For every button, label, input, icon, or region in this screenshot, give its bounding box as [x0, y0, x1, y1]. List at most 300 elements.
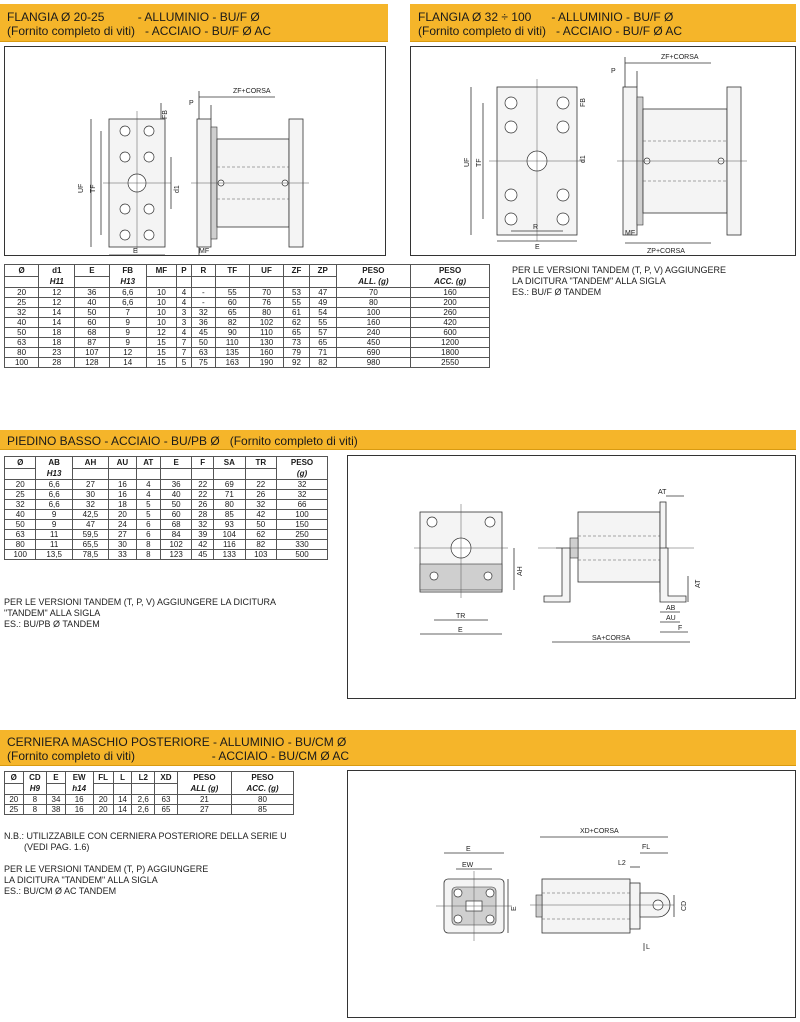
- table-row: [5, 805, 294, 815]
- svg-text:L2: L2: [618, 860, 626, 867]
- table-cell: 63: [5, 338, 39, 348]
- table-cell: 24: [109, 520, 137, 530]
- table-cell: 1200: [411, 338, 490, 348]
- tandem-note-flangia: PER LE VERSIONI TANDEM (T, P, V) AGGIUNGERE LA DICITURA "TANDEM" ALLA SIGLA ES.: BU/F Ø TANDEM: [512, 265, 727, 297]
- table-cell: 62: [284, 318, 310, 328]
- table-cell: 71: [309, 348, 336, 358]
- table-cell: 4: [176, 328, 191, 338]
- table-cell: 65: [284, 328, 310, 338]
- table-cell: 16: [65, 795, 93, 805]
- column-header: E: [160, 457, 191, 469]
- svg-text:AU: AU: [666, 615, 676, 622]
- svg-text:MF: MF: [625, 230, 636, 237]
- column-header: Ø: [5, 457, 36, 469]
- svg-text:MF: MF: [199, 248, 210, 255]
- table-cell: 18: [109, 500, 137, 510]
- table-cell: 420: [411, 318, 490, 328]
- table-cell: 26: [192, 500, 214, 510]
- column-subheader: [5, 784, 24, 795]
- table-cell: 100: [5, 550, 36, 560]
- table-cell: 87: [75, 338, 109, 348]
- table-row: [5, 298, 490, 308]
- table-cell: 40: [160, 490, 191, 500]
- svg-text:TF: TF: [90, 184, 97, 193]
- column-subheader: ALL. (g): [336, 277, 410, 288]
- column-header: E: [47, 772, 66, 784]
- table-cell: 27: [72, 480, 108, 490]
- table-row: [5, 490, 328, 500]
- table-cell: 32: [5, 308, 39, 318]
- table-cell: 10: [146, 288, 176, 298]
- table-cell: 50: [245, 520, 276, 530]
- svg-text:FB: FB: [580, 98, 587, 107]
- table-cell: 50: [5, 520, 36, 530]
- table-cell: 16: [109, 490, 137, 500]
- column-subheader: [146, 277, 176, 288]
- table-cell: 1800: [411, 348, 490, 358]
- table-cell: 4: [136, 480, 160, 490]
- table-cell: 54: [309, 308, 336, 318]
- table-cell: 110: [215, 338, 249, 348]
- technical-drawing: [5, 47, 385, 255]
- table-cell: 76: [249, 298, 283, 308]
- svg-text:AH: AH: [517, 566, 524, 576]
- svg-text:E: E: [466, 846, 471, 853]
- table-cell: 65: [215, 308, 249, 318]
- table-cell: 7: [176, 338, 191, 348]
- table-cell: 42: [192, 540, 214, 550]
- table-body: [5, 288, 490, 368]
- drawing-cerniera-maschio: [347, 770, 796, 1018]
- table-cell: 47: [72, 520, 108, 530]
- table-cell: 18: [39, 338, 75, 348]
- section-title-line2: (Fornito completo di viti) - ACCIAIO - BU/F Ø AC: [7, 24, 272, 38]
- table-cell: 15: [146, 348, 176, 358]
- table-body: [5, 795, 294, 815]
- column-header: TR: [245, 457, 276, 469]
- drawing-flangia-32-100: [410, 46, 796, 256]
- drawing-piedino-basso: [347, 455, 796, 699]
- column-header: ZP: [309, 265, 336, 277]
- table-row: [5, 550, 328, 560]
- table-cell: 150: [277, 520, 328, 530]
- table-cell: 135: [215, 348, 249, 358]
- table-cell: 36: [75, 288, 109, 298]
- table-row: [5, 318, 490, 328]
- svg-text:UF: UF: [464, 157, 471, 167]
- table-cell: 10: [146, 308, 176, 318]
- tandem-note-cerniera: PER LE VERSIONI TANDEM (T, P) AGGIUNGERE LA DICITURA "TANDEM" ALLA SIGLA ES.: BU/CM Ø AC TANDEM: [4, 864, 209, 896]
- flangia-dimensions-table: [4, 264, 490, 368]
- svg-text:ZF+CORSA: ZF+CORSA: [233, 88, 271, 95]
- table-cell: 36: [160, 480, 191, 490]
- svg-text:EW: EW: [462, 862, 474, 869]
- table-header-row: [5, 265, 490, 277]
- column-header: PESO: [411, 265, 490, 277]
- table-cell: 78,5: [72, 550, 108, 560]
- table-cell: 10: [146, 318, 176, 328]
- table-cell: 107: [75, 348, 109, 358]
- table-cell: 26: [245, 490, 276, 500]
- table-cell: 50: [75, 308, 109, 318]
- column-header: AT: [136, 457, 160, 469]
- column-subheader: [132, 784, 155, 795]
- table-cell: 62: [245, 530, 276, 540]
- column-subheader: [192, 469, 214, 480]
- table-row: [5, 288, 490, 298]
- table-cell: 70: [336, 288, 410, 298]
- table-cell: 80: [214, 500, 245, 510]
- table-row: [5, 500, 328, 510]
- column-header: XD: [155, 772, 178, 784]
- table-cell: 60: [215, 298, 249, 308]
- cerniera-dimensions-table: [4, 771, 294, 815]
- svg-text:AT: AT: [658, 489, 667, 496]
- column-subheader: [47, 784, 66, 795]
- table-cell: 2550: [411, 358, 490, 368]
- column-header: AH: [72, 457, 108, 469]
- svg-text:F: F: [678, 625, 683, 632]
- table-cell: 14: [39, 308, 75, 318]
- table-cell: 20: [5, 288, 39, 298]
- table-cell: 500: [277, 550, 328, 560]
- table-cell: 60: [160, 510, 191, 520]
- section-title-line2: (Fornito completo di viti) - ACCIAIO - BU/CM Ø AC: [7, 749, 350, 763]
- svg-text:SA+CORSA: SA+CORSA: [592, 635, 631, 642]
- table-cell: 130: [249, 338, 283, 348]
- column-subheader: ACC. (g): [232, 784, 294, 795]
- table-cell: 42,5: [72, 510, 108, 520]
- column-subheader: H13: [109, 277, 146, 288]
- column-header: R: [192, 265, 216, 277]
- table-cell: 42: [245, 510, 276, 520]
- table-cell: 45: [192, 550, 214, 560]
- table-cell: 32: [245, 500, 276, 510]
- column-header: E: [75, 265, 109, 277]
- table-cell: 6,6: [109, 288, 146, 298]
- table-cell: 2,6: [132, 805, 155, 815]
- table-cell: 5: [176, 358, 191, 368]
- table-cell: 4: [176, 288, 191, 298]
- column-subheader: [160, 469, 191, 480]
- column-subheader: (g): [277, 469, 328, 480]
- table-cell: 40: [5, 510, 36, 520]
- column-subheader: [155, 784, 178, 795]
- table-cell: 20: [93, 795, 113, 805]
- svg-text:E: E: [535, 244, 540, 251]
- table-cell: 8: [136, 550, 160, 560]
- table-cell: 9: [36, 520, 72, 530]
- table-cell: 63: [192, 348, 216, 358]
- column-header: MF: [146, 265, 176, 277]
- column-subheader: [284, 277, 310, 288]
- table-cell: 3: [176, 308, 191, 318]
- column-subheader: [5, 277, 39, 288]
- table-cell: 63: [155, 795, 178, 805]
- svg-text:UF: UF: [78, 183, 85, 193]
- svg-text:L: L: [646, 944, 650, 951]
- column-subheader: ALL (g): [177, 784, 231, 795]
- table-cell: 36: [192, 318, 216, 328]
- table-cell: 80: [249, 308, 283, 318]
- svg-text:E: E: [458, 627, 463, 634]
- table-cell: 102: [160, 540, 191, 550]
- table-cell: 20: [93, 805, 113, 815]
- table-cell: 28: [192, 510, 214, 520]
- svg-text:CD: CD: [681, 900, 688, 911]
- table-header-row: [5, 772, 294, 784]
- column-header: PESO: [336, 265, 410, 277]
- table-cell: 32: [192, 520, 214, 530]
- table-row: [5, 328, 490, 338]
- table-cell: 160: [411, 288, 490, 298]
- column-header: FB: [109, 265, 146, 277]
- column-subheader: [214, 469, 245, 480]
- column-subheader: H9: [23, 784, 47, 795]
- table-cell: 163: [215, 358, 249, 368]
- table-row: [5, 338, 490, 348]
- table-cell: 47: [309, 288, 336, 298]
- table-cell: 260: [411, 308, 490, 318]
- table-cell: 32: [277, 490, 328, 500]
- table-cell: 55: [215, 288, 249, 298]
- table-cell: 22: [192, 490, 214, 500]
- section-title-line2: (Fornito completo di viti) - ACCIAIO - BU/F Ø AC: [418, 24, 683, 38]
- table-cell: 27: [177, 805, 231, 815]
- table-cell: 15: [146, 338, 176, 348]
- table-cell: 53: [284, 288, 310, 298]
- table-cell: 38: [47, 805, 66, 815]
- piedino-dimensions-table: [4, 456, 328, 560]
- table-cell: 2,6: [132, 795, 155, 805]
- table-cell: 25: [5, 805, 24, 815]
- table-cell: 6: [136, 530, 160, 540]
- table-row: [5, 308, 490, 318]
- table-cell: 33: [109, 550, 137, 560]
- table-cell: 15: [146, 358, 176, 368]
- table-cell: 23: [39, 348, 75, 358]
- column-header: F: [192, 457, 214, 469]
- svg-text:ZF+CORSA: ZF+CORSA: [661, 54, 699, 61]
- table-cell: 12: [109, 348, 146, 358]
- table-cell: 14: [113, 795, 132, 805]
- column-header: d1: [39, 265, 75, 277]
- table-cell: 16: [65, 805, 93, 815]
- column-header: P: [176, 265, 191, 277]
- section-title-line1: FLANGIA Ø 20-25 - ALLUMINIO - BU/F Ø: [7, 10, 260, 24]
- table-cell: 40: [5, 318, 39, 328]
- column-header: UF: [249, 265, 283, 277]
- svg-text:d1: d1: [174, 185, 181, 193]
- table-cell: 18: [39, 328, 75, 338]
- table-cell: 22: [192, 480, 214, 490]
- table-cell: 6,6: [36, 480, 72, 490]
- section-title-line1: CERNIERA MASCHIO POSTERIORE - ALLUMINIO - BU/CM Ø: [7, 735, 347, 749]
- table-row: [5, 520, 328, 530]
- table-cell: 84: [160, 530, 191, 540]
- table-cell: 32: [5, 500, 36, 510]
- table-cell: 85: [232, 805, 294, 815]
- table-cell: 8: [136, 540, 160, 550]
- table-row: [5, 480, 328, 490]
- column-header: L2: [132, 772, 155, 784]
- column-header: L: [113, 772, 132, 784]
- column-header: FL: [93, 772, 113, 784]
- technical-drawing: [348, 771, 795, 1017]
- table-cell: 690: [336, 348, 410, 358]
- table-subheader-row: [5, 277, 490, 288]
- svg-text:TR: TR: [456, 613, 466, 620]
- table-cell: 21: [177, 795, 231, 805]
- column-subheader: ACC. (g): [411, 277, 490, 288]
- table-cell: 7: [109, 308, 146, 318]
- table-cell: 240: [336, 328, 410, 338]
- table-cell: 128: [75, 358, 109, 368]
- table-cell: 68: [160, 520, 191, 530]
- table-cell: 20: [5, 795, 24, 805]
- column-subheader: [113, 784, 132, 795]
- column-subheader: [136, 469, 160, 480]
- table-cell: 75: [192, 358, 216, 368]
- svg-text:E: E: [133, 248, 138, 255]
- table-cell: 59,5: [72, 530, 108, 540]
- table-cell: 11: [36, 540, 72, 550]
- table-cell: 14: [39, 318, 75, 328]
- column-subheader: [75, 277, 109, 288]
- column-header: TF: [215, 265, 249, 277]
- table-cell: 6,6: [36, 500, 72, 510]
- table-cell: 6: [136, 520, 160, 530]
- table-cell: 73: [284, 338, 310, 348]
- table-cell: 14: [113, 805, 132, 815]
- svg-text:TF: TF: [476, 158, 483, 167]
- column-header: PESO: [177, 772, 231, 784]
- table-cell: 4: [176, 298, 191, 308]
- table-header-row: [5, 457, 328, 469]
- table-cell: 65: [309, 338, 336, 348]
- column-header: EW: [65, 772, 93, 784]
- table-cell: 65: [155, 805, 178, 815]
- table-subheader-row: [5, 469, 328, 480]
- table-cell: -: [192, 288, 216, 298]
- table-body: [5, 480, 328, 560]
- column-header: CD: [23, 772, 47, 784]
- table-cell: 80: [336, 298, 410, 308]
- table-cell: 70: [249, 288, 283, 298]
- column-subheader: [109, 469, 137, 480]
- table-cell: 71: [214, 490, 245, 500]
- svg-text:P: P: [189, 100, 194, 107]
- table-cell: 68: [75, 328, 109, 338]
- column-header: AU: [109, 457, 137, 469]
- table-cell: 12: [39, 298, 75, 308]
- table-cell: 100: [5, 358, 39, 368]
- svg-text:FB: FB: [162, 110, 169, 119]
- column-subheader: [192, 277, 216, 288]
- table-cell: 66: [277, 500, 328, 510]
- tandem-note-piedino: PER LE VERSIONI TANDEM (T, P, V) AGGIUNGERE LA DICITURA "TANDEM" ALLA SIGLA ES.: BU/PB Ø TANDEM: [4, 597, 277, 629]
- column-subheader: [5, 469, 36, 480]
- table-cell: 16: [109, 480, 137, 490]
- column-header: ZF: [284, 265, 310, 277]
- table-cell: 160: [249, 348, 283, 358]
- column-subheader: h14: [65, 784, 93, 795]
- table-cell: 980: [336, 358, 410, 368]
- table-cell: 40: [75, 298, 109, 308]
- table-cell: 9: [109, 328, 146, 338]
- table-cell: 330: [277, 540, 328, 550]
- table-cell: 5: [136, 510, 160, 520]
- table-cell: 20: [109, 510, 137, 520]
- svg-text:E: E: [511, 906, 518, 911]
- table-cell: 600: [411, 328, 490, 338]
- svg-text:ZP+CORSA: ZP+CORSA: [647, 248, 685, 255]
- table-cell: 250: [277, 530, 328, 540]
- table-cell: 8: [23, 805, 47, 815]
- table-cell: 30: [72, 490, 108, 500]
- svg-text:d1: d1: [580, 155, 587, 163]
- table-row: [5, 348, 490, 358]
- table-cell: 34: [47, 795, 66, 805]
- table-cell: 30: [109, 540, 137, 550]
- column-subheader: H11: [39, 277, 75, 288]
- table-cell: 20: [5, 480, 36, 490]
- table-cell: 9: [109, 318, 146, 328]
- column-header: Ø: [5, 772, 24, 784]
- table-cell: 12: [146, 328, 176, 338]
- table-cell: 116: [214, 540, 245, 550]
- column-subheader: [176, 277, 191, 288]
- table-cell: 61: [284, 308, 310, 318]
- table-row: [5, 530, 328, 540]
- table-row: [5, 540, 328, 550]
- table-cell: 123: [160, 550, 191, 560]
- table-cell: 80: [5, 540, 36, 550]
- table-cell: 50: [160, 500, 191, 510]
- table-cell: 200: [411, 298, 490, 308]
- column-subheader: [249, 277, 283, 288]
- column-subheader: [72, 469, 108, 480]
- svg-text:XD+CORSA: XD+CORSA: [580, 828, 619, 835]
- column-header: SA: [214, 457, 245, 469]
- table-cell: 160: [336, 318, 410, 328]
- table-cell: 7: [176, 348, 191, 358]
- table-cell: 8: [23, 795, 47, 805]
- table-cell: 14: [109, 358, 146, 368]
- table-cell: 82: [245, 540, 276, 550]
- table-cell: 79: [284, 348, 310, 358]
- table-cell: 80: [5, 348, 39, 358]
- technical-drawing: [348, 456, 795, 698]
- table-cell: 4: [136, 490, 160, 500]
- table-cell: 3: [176, 318, 191, 328]
- table-cell: 55: [284, 298, 310, 308]
- table-cell: 27: [109, 530, 137, 540]
- drawing-flangia-20-25: [4, 46, 386, 256]
- table-cell: 93: [214, 520, 245, 530]
- table-cell: 50: [5, 328, 39, 338]
- table-cell: 102: [249, 318, 283, 328]
- table-cell: 100: [277, 510, 328, 520]
- table-cell: 82: [309, 358, 336, 368]
- table-cell: 57: [309, 328, 336, 338]
- table-cell: 90: [215, 328, 249, 338]
- table-cell: 133: [214, 550, 245, 560]
- section-title: PIEDINO BASSO - ACCIAIO - BU/PB Ø (Fornito completo di viti): [7, 434, 358, 448]
- svg-text:AT: AT: [695, 579, 702, 588]
- table-cell: 60: [75, 318, 109, 328]
- column-subheader: [215, 277, 249, 288]
